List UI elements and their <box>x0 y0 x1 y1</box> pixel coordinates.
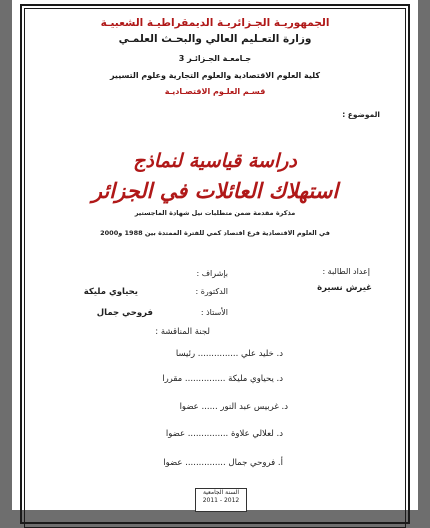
member-name: د. خليد علي <box>241 349 283 359</box>
member-dots: ............... <box>185 458 226 468</box>
member-name: د. لعلالي علاوة <box>230 429 283 439</box>
committee-member-1 <box>176 350 283 359</box>
thesis-subtitle-2: في العلوم الاقتصادية فرع اقتصاد كمي للفترة الممتدة بين 1988 و2000 <box>100 229 330 237</box>
doctor-name: يحياوي مليكة <box>83 287 138 297</box>
subject-label: الموضوع : <box>342 110 380 119</box>
thesis-title-line-1: دراسة قياسية لنماذج <box>133 150 297 172</box>
faculty-heading: كلية العلوم الاقتصادية والعلوم التجارية وعلوم التسيير <box>109 71 321 80</box>
academic-year-label: السنة الجامعية <box>202 489 240 496</box>
academic-year-box <box>195 488 247 512</box>
member-role: مقررا <box>162 374 183 384</box>
professor-name: فروحي جمال <box>96 308 153 318</box>
committee-member-5 <box>163 459 283 468</box>
committee-member-3 <box>180 403 288 412</box>
member-name: د. يحياوي مليكة <box>228 374 283 384</box>
academic-year-value: 2011 - 2012 <box>202 497 240 504</box>
university-heading: جـامعـة الجـزائـر 3 <box>178 54 252 63</box>
thesis-subtitle-1: مذكرة مقدمة ضمن متطلبات نيل شهادة الماجستير <box>134 209 296 217</box>
supervision-label: بإشراف : <box>196 269 228 278</box>
member-dots: ............... <box>184 374 226 384</box>
member-name: د. غربيس عبد النور <box>220 402 288 412</box>
member-role: رئيسا <box>175 349 196 359</box>
member-role: عضوا <box>179 402 199 412</box>
ministry-heading: وزارة التعـليم العالي والبحـث العلمـي <box>118 33 312 45</box>
member-dots: ...... <box>201 402 218 412</box>
doctor-prefix: الدكتورة : <box>195 287 228 296</box>
member-dots: ............... <box>187 429 229 439</box>
member-name: أ. فروحي جمال <box>228 458 283 468</box>
committee-member-2 <box>162 375 283 384</box>
student-name: غيرش نسيرة <box>317 283 372 293</box>
member-role: عضوا <box>163 458 183 468</box>
committee-label: لجنة المناقشة : <box>155 327 210 337</box>
republic-heading: الجمهوريـة الجـزائريـة الديمقراطيـة الشعبيـة <box>100 17 330 29</box>
document-page <box>12 0 418 510</box>
committee-member-4 <box>166 430 283 439</box>
professor-prefix: الأستاذ : <box>200 308 228 317</box>
student-label: إعداد الطالبة : <box>322 267 370 276</box>
department-heading: قسـم العلـوم الاقتصـاديـة <box>164 87 266 96</box>
member-role: عضوا <box>165 429 186 439</box>
member-dots: ............... <box>197 349 239 359</box>
thesis-title-line-2: استهلاك العائلات في الجزائر <box>91 178 339 203</box>
